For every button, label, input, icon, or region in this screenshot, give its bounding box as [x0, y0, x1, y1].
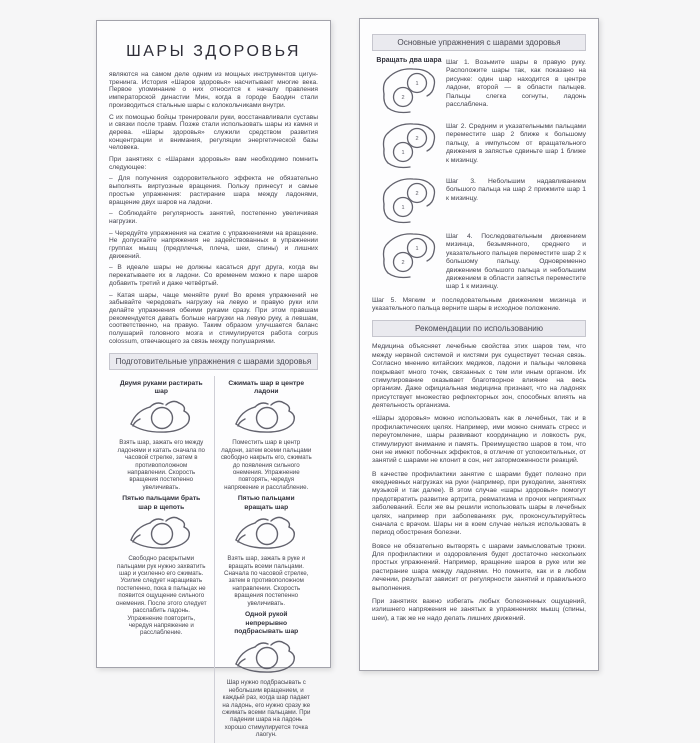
leaflet-right-page	[359, 18, 599, 671]
ball-number: 1	[401, 150, 405, 156]
section-header-recommendations: Рекомендации по использованию	[372, 320, 586, 337]
bullet-item: – Соблюдайте регулярность занятий, постепенно увеличивая нагрузки.	[109, 210, 318, 225]
page-title: ШАРЫ ЗДОРОВЬЯ	[126, 43, 301, 60]
step-text: Шаг 3. Небольшим надавливанием большого пальца на шар 2 прижмите шар 1 к мизинцу.	[446, 178, 586, 202]
exercise-heading: Пятью пальцами брать шар в щепоть	[122, 495, 201, 511]
exercise-caption: Шар нужно подбрасывать с небольшим вращением, и каждый раз, когда шар падает на ладонь, его нужно сразу же сжимать всеми пальцами. При падении шара на ладонь хорошо стимулируется точка лаогун.	[222, 679, 311, 739]
hand-with-two-balls-illustration	[380, 176, 438, 226]
prep-column-right	[214, 376, 319, 743]
hand-with-two-balls-illustration	[380, 66, 438, 116]
recommendations-section	[372, 343, 586, 623]
exercise-caption: Свободно раскрытыми пальцами рук нужно захватить шар и усиленно его сжимать. Усилие следует наращивать постепенно, пока в пальцах не появится ощущение сильного онемения. После этого следует расслабить ладонь. Упражнение повторить, чередуя напряжение и расслабление.	[115, 555, 207, 637]
ball-number: 1	[401, 205, 405, 211]
intro-paragraph: являются на самом деле одним из мощных инструментов цигун-тренинга. История «Шаров здоровья» насчитывает многие века. Первое упоминание о них относится к началу правления императорской династии Мин, когда в городе Баодин стали производиться стальные шары с колокольчиками внутри.	[109, 71, 318, 109]
hand-with-ball-illustration	[126, 514, 196, 554]
step-figure	[372, 57, 446, 116]
recommendation-paragraph: «Шары здоровья» можно использовать как в лечебных, так и в профилактических целях. Например, ими можно снимать стресс и переутомление, шары развивают координацию и ловкость рук, стимулируют внимание и память. Преимущество шаров в том, что они не имеют побочных эффектов, в отличие от успокоительных, от занятий с шарами не клонит в сон, нет заторможенности реакций.	[372, 415, 586, 465]
step-text: Шаг 5. Мягким и последовательным движением мизинца и указательного пальца верните шары в исходное положение.	[372, 296, 586, 312]
exercise-heading: Сжимать шар в центре ладони	[228, 379, 305, 395]
exercise-heading: Одной рукой непрерывно подбрасывать шар	[234, 611, 299, 635]
rotate-two-balls-label: Вращать два шара	[376, 57, 442, 64]
section-header-main-exercises: Основные упражнения с шарами здоровья	[372, 34, 586, 51]
step-text: Шаг 1. Возьмите шары в правую руку. Расположите шары так, как показано на рисунке: один шар находится в центре ладони, второй — в области пальцев. Пальцы слегка согнуты, ладонь расслаблена.	[446, 59, 586, 108]
step-text: Шаг 2. Средним и указательными пальцами переместите шар 2 ближе к большому пальцу, а импульсом от вращательного движения в запястье сдвиньте шар 1 ближе к мизинцу.	[446, 123, 586, 164]
ball-number: 2	[415, 136, 419, 142]
recommendation-paragraph: В качестве профилактики занятие с шарами будет полезно при ежедневных нагрузках на руки (например, при рукоделии, занятиях музыкой и так далее). В этом случае «шары здоровья» помогут предотвратить развитие артрита, ревматизма и прочих неприятных заболеваний. Если же вы решили использовать шары в лечебных целях, например при заболеваниях рук, проконсультируйтесь сначала с врачом. Шары ни в коем случае нельзя использовать в период обострения болезни.	[372, 470, 586, 537]
prep-columns	[109, 376, 318, 743]
ball-number: 2	[401, 260, 405, 266]
prep-column-left	[109, 376, 214, 743]
step-row	[372, 57, 586, 116]
step-figure	[372, 176, 446, 226]
ball-number: 2	[415, 191, 419, 197]
recommendation-paragraph: При занятиях важно избегать любых болезненных ощущений, излишнего напряжения не занятых в упражнениях мышц (спины, шеи), а так же не надо делать лишних движений.	[372, 597, 586, 622]
step-row	[372, 231, 586, 292]
hand-with-ball-illustration	[231, 514, 301, 554]
exercise-caption: Взять шар, зажать в руке и вращать всеми пальцами. Сначала по часовой стрелке, затем в противоположном направлении. Скорость вращения постепенно увеличивать.	[224, 555, 309, 607]
hand-with-two-balls-illustration	[380, 121, 438, 171]
ball-number: 2	[401, 95, 405, 101]
exercise-caption: Поместить шар в центр ладони, затем всеми пальцами свободно накрыть его, сжимать до появления сильного онемения. Упражнение повторять, чередуя напряжение и расслабление.	[220, 439, 312, 491]
section-header-preparatory: Подготовительные упражнения с шарами здоровья	[109, 353, 318, 370]
step-row	[372, 121, 586, 171]
note-paragraph: При занятиях с «Шарами здоровья» вам необходимо помнить следующее:	[109, 156, 318, 171]
exercise-heading: Двумя руками растирать шар	[119, 379, 203, 395]
step-text: Шаг 4. Последовательным движением мизинца, безымянного, среднего и указательного пальцев переместите шар 2 к большому пальцу. Одновременно движением большого пальца и небольшим движением в области запястья переместите шар 1 к мизинцу.	[446, 233, 586, 291]
step-figure	[372, 121, 446, 171]
bullet-item: – Катая шары, чаще меняйте руки! Во время упражнений не забывайте чередовать нагрузку на левую и правую руки или делайте упражнения обеими руками сразу. При этом правшам рекомендуется давать больше нагрузки на левую руку, а левшам, соответственно, на правую. Таким образом улучшается баланс полушарий головного мозга и стимулируется работа corpus colossum, отвечающего за связь между полушариями.	[109, 291, 318, 345]
hand-with-ball-illustration	[231, 398, 301, 438]
ball-number: 1	[415, 246, 419, 252]
hand-with-ball-illustration	[126, 398, 196, 438]
step-row	[372, 176, 586, 226]
leaflet-left-page	[96, 20, 331, 739]
intro-paragraph: С их помощью бойцы тренировали руки, восстанавливали суставы и связки после травм. Позже стали использовать шары из камня и дерева. «Шары здоровья» служили средством развития концентрации и внимания, регуляции энергетической базы человека.	[109, 113, 318, 152]
bullet-item: – Для получения оздоровительного эффекта не обязательно выполнять виртуозные вращения. Пользу принесут и самые простые упражнения: растирание шара между ладонями, вращение двух шаров на ладони.	[109, 175, 318, 206]
bullet-item: – Чередуйте упражнения на сжатие с упражнениями на вращение. Не допускайте напряжения не задействованных в упражнении группах мышц (предплечья, плеча, шеи, спины) и лишних движений.	[109, 229, 318, 260]
bullet-item: – В идеале шары не должны касаться друг друга, когда вы перекатываете их в ладони. Со временем можно к паре шаров добавить третий и даже четвёртый.	[109, 264, 318, 287]
hand-with-two-balls-illustration	[380, 231, 438, 281]
exercise-heading: Пятью пальцами вращать шар	[237, 495, 295, 511]
step-figure	[372, 231, 446, 281]
recommendation-paragraph: Вовсе не обязательно вытворять с шарами замысловатые трюки. Для профилактики и оздоровления будет достаточно нескольких простых упражнений. Например, вращение шаров в руке или же растирание шара между ладонями. Но помните, как и в любом лечении, результат зависит от регулярности занятий и правильного выполнения.	[372, 542, 586, 592]
hand-with-ball-illustration	[231, 638, 301, 678]
ball-number: 1	[415, 81, 419, 87]
exercise-caption: Взять шар, зажать его между ладонями и катать сначала по часовой стрелке, затем в противоположном направлении. Скорость вращения постепенно увеличивать.	[117, 439, 205, 491]
recommendation-paragraph: Медицина объясняет лечебные свойства этих шаров тем, что между нервной системой и кистями рук существует тесная связь. Согласно мнению китайских медиков, ладони и пальцы человека покрывает много точек, связанных с тем или иным органом. Их стимулирование оказывает благотворное влияние на весь организм. Даже официальная медицина признает, что на ладонях присутствует множество рефлекторных зон, способных влиять на деятельность организма.	[372, 343, 586, 409]
